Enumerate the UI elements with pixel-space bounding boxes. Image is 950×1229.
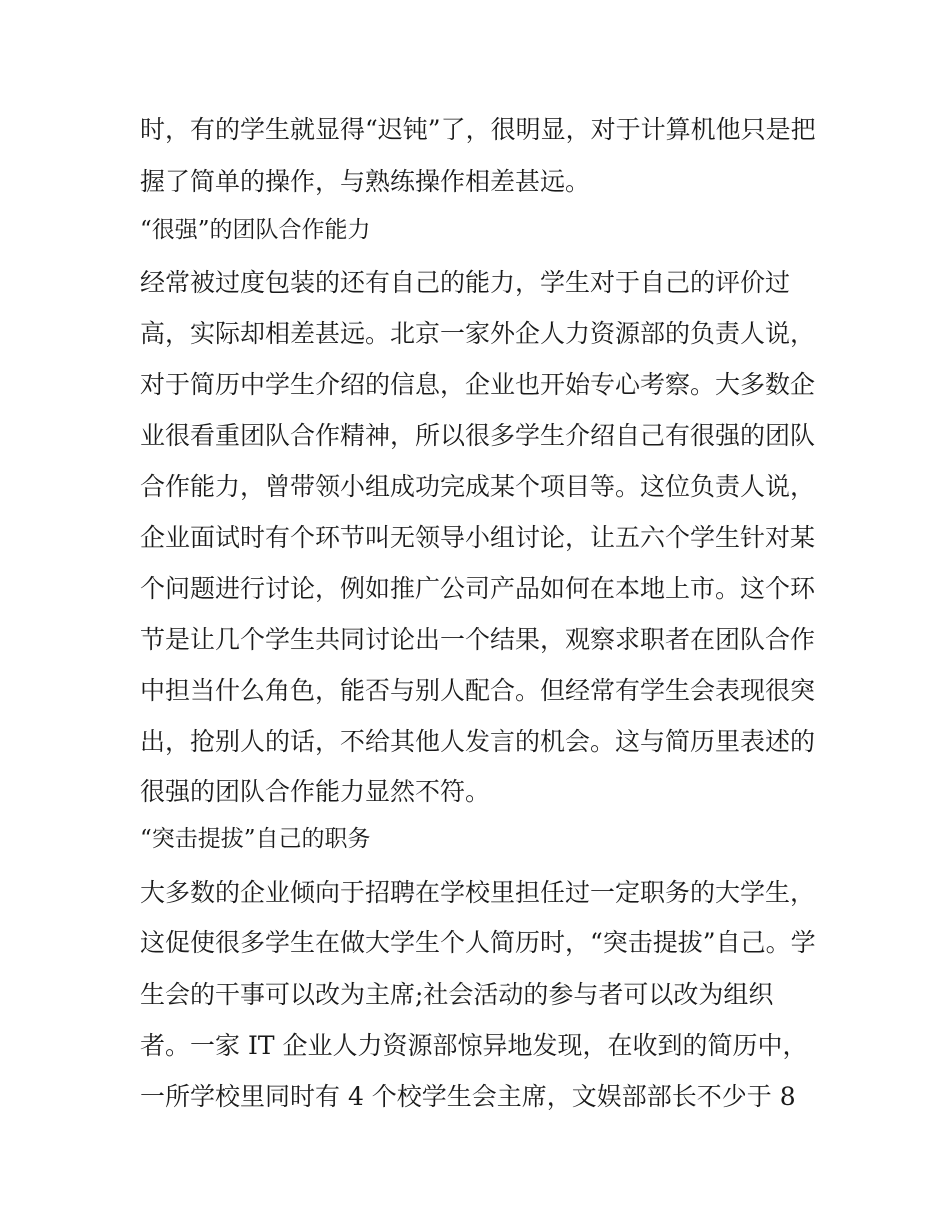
paragraph-line: 经常被过度包装的还有自己的能力，学生对于自己的评价过 xyxy=(140,268,791,297)
paragraph-line: 握了简单的操作，与熟练操作相差甚远。 xyxy=(140,167,591,196)
paragraph-line: 很强的团队合作能力显然不符。 xyxy=(140,777,491,806)
paragraph-line: 对于简历中学生介绍的信息，企业也开始专心考察。大多数企 xyxy=(140,370,816,399)
paragraph-line: 一所学校里同时有 4 个校学生会主席，文娱部部长不少于 8 xyxy=(140,1082,796,1111)
paragraph-line: 出，抢别人的话，不给其他人发言的机会。这与简历里表述的 xyxy=(140,727,816,756)
paragraph-line: 节是让几个学生共同讨论出一个结果，观察求职者在团队合作 xyxy=(140,625,816,654)
paragraph-line: 时，有的学生就显得“迟钝”了，很明显，对于计算机他只是把 xyxy=(140,115,816,144)
section-heading-teamwork: “很强”的团队合作能力 xyxy=(140,217,371,243)
section-heading-promotion: “突击提拔”自己的职务 xyxy=(140,826,371,852)
paragraph-line: 业很看重团队合作精神，所以很多学生介绍自己有很强的团队 xyxy=(140,421,816,450)
paragraph-line: 大多数的企业倾向于招聘在学校里担任过一定职务的大学生， xyxy=(140,878,816,907)
paragraph-line: 企业面试时有个环节叫无领导小组讨论，让五六个学生针对某 xyxy=(140,523,816,552)
paragraph-line: 个问题进行讨论，例如推广公司产品如何在本地上市。这个环 xyxy=(140,574,816,603)
paragraph-line: 这促使很多学生在做大学生个人简历时，“突击提拔”自己。学 xyxy=(140,928,816,957)
paragraph-line: 高，实际却相差甚远。北京一家外企人力资源部的负责人说， xyxy=(140,319,816,348)
paragraph-line: 中担当什么角色，能否与别人配合。但经常有学生会表现很突 xyxy=(140,676,816,705)
paragraph-line: 合作能力，曾带领小组成功完成某个项目等。这位负责人说， xyxy=(140,472,816,501)
paragraph-line: 生会的干事可以改为主席;社会活动的参与者可以改为组织 xyxy=(140,980,774,1009)
paragraph-line: 者。一家 IT 企业人力资源部惊异地发现，在收到的简历中， xyxy=(140,1031,808,1060)
